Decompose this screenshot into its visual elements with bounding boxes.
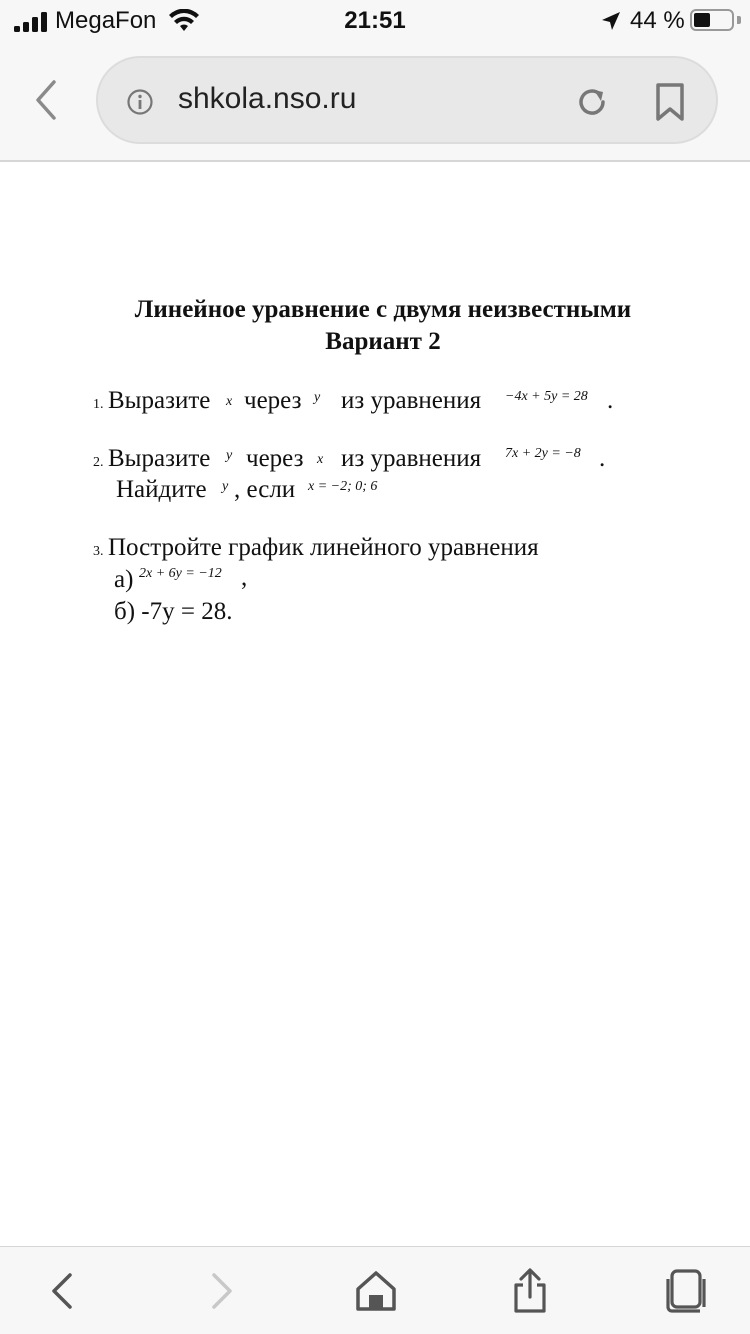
part-label: а)	[114, 566, 134, 593]
equation: 2x + 6y = −12	[139, 566, 222, 581]
task-number: 2.	[93, 455, 104, 470]
task-text: Выразите	[108, 445, 211, 472]
battery-percentage: 44 %	[630, 7, 685, 34]
battery-icon	[690, 9, 734, 31]
browser-header	[0, 42, 750, 160]
equation: 7x + 2y = −8	[505, 446, 581, 461]
task-text: из уравнения	[341, 445, 482, 472]
task-text: б) -7у = 28.	[114, 598, 233, 625]
bookmark-icon[interactable]	[654, 82, 686, 122]
browser-toolbar	[0, 1246, 750, 1334]
math-variable: x	[317, 452, 324, 467]
reload-icon[interactable]	[572, 82, 612, 122]
carrier-name: MegaFon	[55, 7, 157, 34]
info-icon[interactable]	[126, 88, 154, 116]
math-variable: x	[226, 394, 233, 409]
task-text: , если	[234, 476, 296, 503]
chevron-left-icon[interactable]	[28, 76, 68, 124]
task-text: Постройте график линейного уравнения	[108, 534, 539, 561]
tabs-icon[interactable]	[662, 1267, 710, 1315]
condition: x = −2; 0; 6	[308, 479, 378, 494]
task-text: из уравнения	[341, 387, 482, 414]
math-variable: y	[222, 479, 229, 494]
equation: −4x + 5y = 28	[505, 389, 588, 404]
task-text: через	[244, 387, 302, 414]
task-text: через	[246, 445, 304, 472]
punctuation: .	[599, 445, 606, 472]
status-bar	[0, 0, 750, 42]
document-title: Линейное уравнение с двумя неизвестными	[134, 296, 632, 323]
back-icon[interactable]	[40, 1267, 88, 1315]
task-number: 1.	[93, 397, 104, 412]
battery-level-fill	[694, 13, 710, 27]
math-variable: y	[226, 448, 233, 463]
home-icon[interactable]	[352, 1267, 400, 1315]
punctuation: .	[607, 387, 614, 414]
forward-icon[interactable]	[196, 1267, 244, 1315]
document-subtitle: Вариант 2	[325, 328, 441, 355]
task-text: Найдите	[116, 476, 207, 503]
punctuation: ,	[241, 564, 248, 591]
math-variable: y	[314, 390, 321, 405]
task-number: 3.	[93, 544, 104, 559]
battery-cap	[737, 16, 741, 24]
task-text: Выразите	[108, 387, 211, 414]
address-bar[interactable]	[96, 56, 718, 144]
url-text[interactable]: shkola.nso.ru	[178, 82, 357, 115]
document-page	[0, 162, 750, 1246]
location-arrow-icon	[600, 10, 622, 32]
share-icon[interactable]	[506, 1267, 554, 1315]
clock: 21:51	[344, 7, 406, 34]
